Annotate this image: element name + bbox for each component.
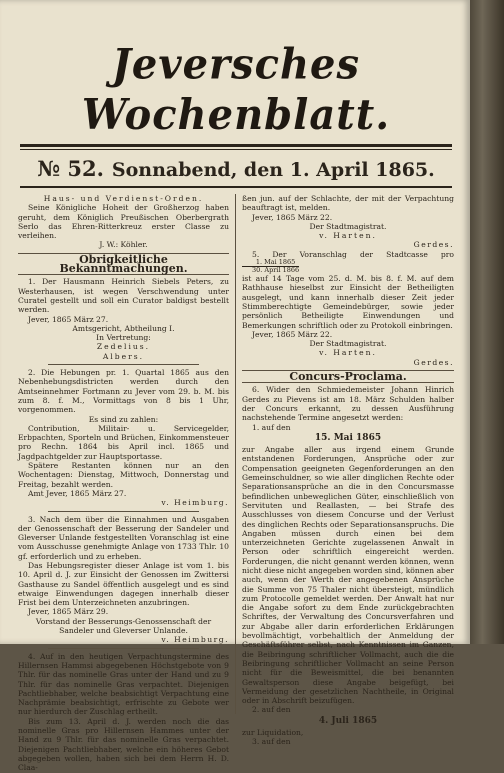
notice-2-date: Amt Jever, 1865 März 27. <box>28 488 127 498</box>
notice-1-date: Jever, 1865 März 27. <box>28 314 109 324</box>
notice-4-signature: v. Harten. <box>319 231 377 241</box>
notice-1-text: 1. Der Hausmann Heinrich Siebels Peters, zu Westerhausen, ist wegen Verschwendung unter Curatel gestellt und soll ein Curator baldigst bestellt werden. <box>18 277 229 315</box>
notice-3-signature: v. Heimburg. <box>161 635 229 645</box>
notice-2-signature: v. Heimburg. <box>161 498 229 508</box>
notice-5-signature: v. Harten. <box>319 348 377 358</box>
issue-number: № 52. <box>37 156 104 181</box>
notice-6-term-1: 1. auf den <box>252 422 291 432</box>
budget-period-end: 30. April 1866 <box>252 266 300 275</box>
notice-4-end: ßen jun. auf der Schlachte, der mit der Verpachtung beauftragt ist, melden. <box>242 194 454 213</box>
notice-2-late: Spätere Restanten können nur an den Wochentagen: Dienstag, Mittwoch, Donnerstag und Freitag, bezahlt werden. <box>18 461 229 489</box>
section-bankruptcy-proclamation: Concurs-Proclama. <box>242 370 454 383</box>
notice-1-representation: In Vertretung: <box>96 333 151 343</box>
masthead-rule-thin <box>20 149 452 150</box>
notice-6-term-3: 3. auf den <box>252 737 291 747</box>
notice-5-text: ist auf 14 Tage vom 25. d. M. bis 8. f. M. auf dem Rathhause hieselbst zur Einsicht der Betheiligten ausgelegt, und kann innerhalb dieser Zeit jeder Stimmberechtigte Gemeindebürger, sowie jeder persönlich Betheiligte Einwendungen und Bemerkungen schriftlich oder zu Protokoll einbringen. <box>242 274 454 330</box>
notice-5-intro <box>242 250 454 274</box>
divider <box>48 511 199 512</box>
notice-3-text: 3. Nach dem über die Einnahmen und Ausgaben der Genossenschaft der Besserung der Sandeler und Gleverser Unlande festgestellten Voranschlag ist eine vom Ausschusse genehmigte Anlage von 1733 Thlr. 10 gf. erforderlich und zu erheben. <box>18 514 229 561</box>
left-column <box>12 194 236 773</box>
order-notice-signature: J. W.: Köhler. <box>99 240 148 250</box>
notice-5-signature-2: Gerdes. <box>413 357 454 367</box>
notice-3-office: Vorstand der Besserungs-Genossenschaft der Sandeler und Gleverser Unlande. <box>35 616 212 636</box>
notice-3-date: Jever, 1865 März 29. <box>28 607 109 617</box>
notice-4-signature-2: Gerdes. <box>413 240 454 250</box>
notice-3-register: Das Hebungsregister dieser Anlage ist vom 1. bis 10. April d. J. zur Einsicht der Genossen im Zwittersi Gasthause zu Sandel öffentlich ausgelegt und es sind etwaige Einwendungen dagegen innerhalb dieser Frist bei dem Unterzeichneten anzubringen. <box>18 560 229 608</box>
notice-6-date-1: 15. Mai 1865 <box>314 432 382 443</box>
notice-1-signature-2: Albers. <box>102 351 145 361</box>
notice-6-date-2: 4. Juli 1865 <box>318 715 378 726</box>
book-binding-edge <box>468 0 504 644</box>
issue-line <box>12 156 460 182</box>
notice-5-office: Der Stadtmagistrat. <box>309 339 387 349</box>
issue-date: Sonnabend, den 1. April 1865. <box>111 159 435 181</box>
notice-5-date: Jever, 1865 März 22. <box>252 329 333 339</box>
notice-6-liquidation: zur Liquidation, <box>242 728 304 738</box>
notice-6-text: 6. Wider den Schmiedemeister Johann Hinrich Gerdes zu Pievens ist am 18. März Schulden halber der Concurs erkannt, zu dessen Ausführung nachstehende Termine angesetzt werden: <box>242 385 454 423</box>
notice-4-office: Der Stadtmagistrat. <box>309 221 387 231</box>
order-notice-text: Seine Königliche Hoheit der Großherzog haben geruht, dem Königlich Preußischen Oberbergrath Serlo das Ehren-Ritterkreuz erster Classe zu verleihen. <box>18 203 229 241</box>
columns <box>12 194 460 773</box>
issue-rule <box>20 186 452 188</box>
divider <box>48 648 199 649</box>
notice-1-signature: Zedelius. <box>96 342 151 352</box>
notice-2-subhead: Es sind zu zahlen: <box>88 414 159 424</box>
budget-period <box>242 259 299 274</box>
notice-2-text: 2. Die Hebungen pr. 1. Quartal 1865 aus den Nebenhebungsdistricten werden durch den Amtseinnehmer Fortmann zu Jever vom 29. b. M. bis zum 8. f. M., Vormittags von 8 bis 1 Uhr, vorgenommen. <box>18 368 229 415</box>
right-column <box>236 194 460 747</box>
notice-1-office: Amtsgericht, Abtheilung I. <box>72 323 175 333</box>
divider <box>48 364 199 365</box>
notice-5-prefix: 5. Der Voranschlag der Stadtcasse pro <box>252 249 454 259</box>
masthead-title: Jeversches Wochenblatt. <box>81 39 391 140</box>
order-notice-title: Haus- und Verdienst-Orden. <box>43 194 204 203</box>
notice-6-body: zur Angabe aller aus irgend einem Grunde entstandenen Forderungen, Ansprüche oder zur Compensation geeigneten Gegenforderungen an den Gemeinschuldner, so wie aller dinglichen Rechte oder Separationsansprüche an die in den Concursmasse befindlichen unbeweglichen Güter, einschließlich von Servituten und Reallasten, — bei Strafe des Ausschlusses von diesem Concurse und der Verlust des dinglichen Rechts oder Separationsanspruchs. Die Angaben müssen durch einen bei dem unterzeichneten Gerichte zugelassenen Anwalt in Person oder schriftlich eingereicht werden. Forderungen, die nicht genannt werden können, wenn nicht diese nicht angegeben worden sind, können aber auch, wenn der Werth der angegebenen Ansprüche die Summe von 75 Thaler nicht übersteigt, mündlich zum Protocolle gemeldet werden. Der Anwalt hat nur die Angabe sofort zu dem Ende zurückgebrachten Schriftes, der Verwaltung des Concursverfahren und zur Abgabe aller darin erforderlichen Erklärungen bevollmächtigt, vorbehaltlich der Anmeldung der Geschäftsführer selbst, nach Kenntnissen im Ganzen, die Beibringung schriftlicher Vollmacht, auch die die Beibringung schriftlicher Vollmacht an seine Person nicht für die Beweismittel, die bei benannten Gewaltsperson diese Angabe beigefügt, bei Vermeidung der gesetzlichen Nachtheile, in Original oder in Abschrift beizufügen. <box>242 445 454 706</box>
notice-2-list: Contribution, Militair- u. Servicegelder, Erbpachten, Sporteln und Brüchen, Einkommensteuer pro Rechn. 1864 bis April incl. 1865 und Jagdpachtgelder zur Hauptsportasse. <box>18 423 229 461</box>
notice-4-text: 4. Auf in den heutigen Verpachtungstermine des Hillernsen Hammsi abgegebenen Höchstgebote von 9 Thlr. für das nominelle Gras unter der Hand und zu 9 Thlr. für das nominelle Gras verpachtet. Diejenigen Pachtliebhaber, welche beabsichtigt Verpachtung eine Nachprämie beabsichtigt, erfrischte zu Gebote wer nur hierdurch der Zuschlag ertheilt. <box>18 651 229 717</box>
notice-6-term-2: 2. auf den <box>252 705 291 715</box>
masthead-rule <box>20 144 452 147</box>
budget-period-start: 1. Mai 1865 <box>242 259 299 267</box>
notice-4-date: Jever, 1865 März 22. <box>252 212 333 222</box>
section-official-notices: Obrigkeitliche Bekanntmachungen. <box>18 253 229 276</box>
notice-4-continued: Bis zum 13. April d. J. werden noch die das nominelle Gras pro Hillernsen Hammes unter der Hand zu 9 Thlr. für das nominelle Gras verpachtet. Diejenigen Pachtliebhaber, welche ein höheres Gebot abgegeben wollen, haben sich bei dem Herrn H. D. Claa- <box>18 716 229 773</box>
